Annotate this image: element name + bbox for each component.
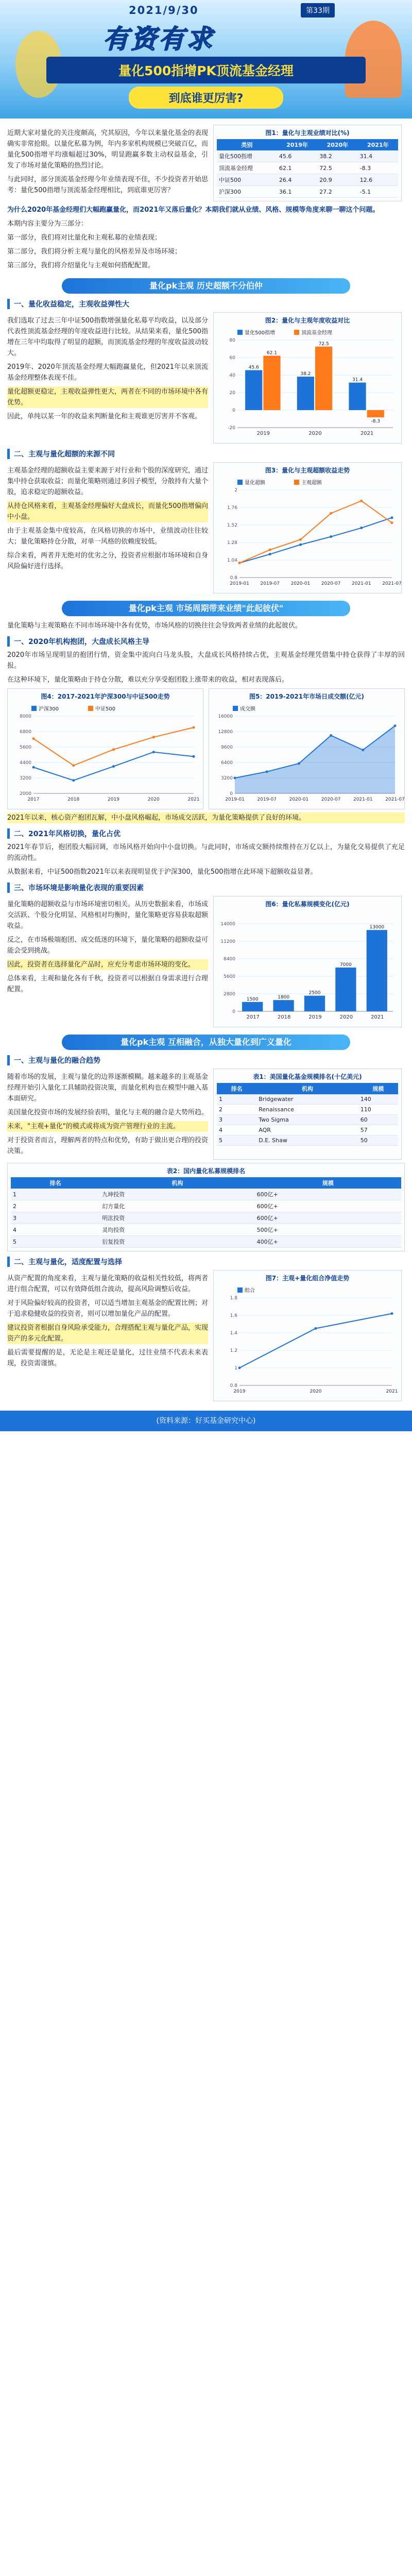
bar — [335, 968, 356, 1011]
body-paragraph: 最后需要提醒的是，无论是主观还是量化，过往业绩不代表未来表现，投资需谨慎。 — [7, 1349, 208, 1367]
data-point — [391, 1312, 393, 1315]
header-banner — [0, 0, 412, 118]
table-row — [217, 1094, 398, 1105]
bar-chart — [217, 327, 398, 440]
table-cell: 57 — [358, 1125, 398, 1136]
body-paragraph: 在这种环境下，量化策略由于持仓分散，难以充分享受抱团股上涨带来的收益，相对表现落后。 — [7, 676, 289, 684]
line-chart — [217, 1284, 398, 1398]
data-point — [391, 516, 393, 519]
y-tick-label: 1.04 — [227, 558, 237, 563]
table-cell: 26.4 — [277, 174, 317, 186]
body-paragraph: 量化策略与主观策略在不同市场环境中各有优势，市场风格的切换往往会导致两者业绩的此起彼伏。 — [7, 622, 302, 630]
table-cell: 140 — [358, 1094, 398, 1105]
line-chart — [217, 477, 402, 590]
article-title: 量化500指增PK顶流基金经理 — [46, 57, 366, 83]
y-tick-label: 6400 — [221, 760, 233, 766]
x-tick-label: 2021-01 — [351, 581, 371, 586]
y-tick-label: 2800 — [224, 992, 235, 997]
chart-title: 图7：主观+量化组合净值走势 — [265, 1275, 350, 1282]
legend-label: 中证500 — [95, 706, 116, 712]
data-point — [32, 766, 35, 769]
table-cell: 4 — [217, 1125, 256, 1136]
y-tick-label: 0.8 — [230, 575, 237, 581]
legend-swatch — [237, 480, 243, 485]
table-cell: 明汯投资 — [100, 1212, 254, 1224]
data-label: 1800 — [278, 995, 290, 1001]
bar — [367, 930, 387, 1011]
highlight-paragraph: 量化超额更稳定，主观收益弹性更大，两者在不同的市场环境中各有优势。 — [7, 386, 208, 408]
data-point — [112, 765, 115, 768]
highlight-paragraph: 未来，"主观+量化"的模式或将成为资产管理行业的主流。 — [7, 1121, 208, 1132]
legend-swatch — [233, 706, 238, 711]
chart-title: 图6：量化私募规模变化(亿元) — [265, 901, 350, 908]
bar — [297, 377, 314, 410]
section-title: 量化pk主观 互相融合，从独大量化到广义量化 — [62, 1035, 350, 1050]
article-subtitle: 到底谁更厉害? — [129, 87, 283, 109]
y-tick-label: 12800 — [218, 730, 233, 735]
table-cell: 5 — [11, 1236, 100, 1248]
data-point — [32, 737, 35, 740]
chart-title: 图3：量化与主观超额收益走势 — [265, 467, 350, 474]
data-point — [330, 535, 332, 538]
data-point — [298, 762, 300, 765]
toc-item: 第二部分，我们将分析主观与量化的风格差异及市场环境； — [7, 248, 182, 256]
intro-paragraph: 近期大家对量化的关注度颇高，究其原因，今年以来量化基金的表现确实非常抢眼。以量化私募为例，年内多家机构规模已突破百亿，而量化500指增平均涨幅超过30%，明显跑赢多数主动权益基金，引发了市场对量化策略的热烈讨论。 — [7, 129, 209, 170]
y-tick-label: 1.28 — [227, 540, 237, 546]
figure-chart4 — [209, 688, 405, 809]
y-tick-label: 3200 — [221, 776, 233, 781]
legend-label: 成交额 — [240, 706, 255, 712]
x-tick-label: 2017 — [246, 1014, 260, 1020]
data-point — [152, 736, 155, 738]
x-tick-label: 2017 — [27, 797, 40, 802]
legend-label: 顶流基金经理 — [301, 330, 332, 336]
legend-swatch — [237, 330, 243, 335]
us-quant-table — [217, 1083, 398, 1146]
table-cell: -8.3 — [358, 162, 398, 174]
article-body — [0, 125, 412, 1401]
figure-chart3 — [7, 688, 203, 809]
x-tick-label: 2020 — [310, 1389, 322, 1394]
body-paragraph: 对于投资者而言，理解两者的特点和优势，有助于做出更合理的投资决策。 — [7, 1137, 209, 1155]
data-point — [152, 751, 155, 753]
body-paragraph: 2020年市场呈现明显的抱团行情，资金集中流向白马龙头股，大盘成长风格持续占优，主观基金经理凭借集中持仓获得了丰厚的回报。 — [7, 651, 405, 670]
table-cell: 九坤投资 — [100, 1189, 254, 1200]
series-line — [239, 501, 392, 563]
table-cell: 中证500 — [217, 174, 277, 186]
x-tick-label: 2020 — [308, 431, 322, 436]
bar — [349, 383, 366, 410]
y-tick-label: 16000 — [218, 714, 233, 719]
toc-intro: 本期内容主要分为三部分： — [7, 220, 88, 228]
column-header: 2019年 — [277, 139, 317, 150]
x-tick-label: 2021 — [187, 797, 200, 802]
data-point — [266, 770, 268, 773]
bar-chart — [217, 910, 398, 1024]
table-row — [11, 1236, 401, 1248]
sub-heading: 一、主观与量化的融合趋势 — [7, 1055, 405, 1065]
data-point — [112, 748, 115, 751]
bar — [304, 996, 325, 1011]
table-cell: 600亿+ — [255, 1212, 401, 1224]
table-cell: 3 — [217, 1115, 256, 1125]
y-tick-label: 8000 — [20, 714, 31, 719]
column-header: 排名 — [11, 1177, 100, 1189]
table-row — [217, 1115, 398, 1125]
legend-swatch — [237, 1287, 243, 1293]
table-cell: 3 — [11, 1212, 100, 1224]
body-paragraph: 美国量化投资市场的发展经验表明，量化与主观的融合是大势所趋。 — [7, 1109, 209, 1116]
x-tick-label: 2021-07 — [385, 797, 405, 802]
table-cell: 600亿+ — [255, 1200, 401, 1212]
chart-title: 图4：2017-2021年沪深300与中证500走势 — [41, 693, 170, 700]
body-paragraph: 随着市场的发展，主观与量化的边界逐渐模糊。越来越多的主观基金经理开始引入量化工具辅助投资决策，而量化机构也在模型中融入基本面研究。 — [7, 1073, 209, 1103]
area-fill — [235, 726, 395, 793]
data-point — [330, 512, 332, 515]
data-label: 1500 — [246, 996, 259, 1002]
x-tick-label: 2021-07 — [382, 581, 402, 586]
bar — [245, 370, 262, 410]
body-paragraph: 由于主观基金集中度较高，在风格切换的市场中，业绩波动往往较大；量化策略持仓分散，对单一风格的依赖度较低。 — [7, 527, 208, 546]
issue-number: 第33期 — [301, 3, 335, 18]
data-point — [72, 764, 75, 767]
x-tick-label: 2019-01 — [225, 797, 245, 802]
legend-swatch — [88, 706, 93, 711]
section-title: 量化pk主观 市场周期带来业绩"此起彼伏" — [62, 601, 350, 616]
figure-chart5 — [213, 896, 402, 1027]
legend-label: 沪深300 — [39, 706, 59, 712]
figure-table3 — [7, 1163, 405, 1251]
x-tick-label: 2019-01 — [230, 581, 249, 586]
column-header: 2021年 — [358, 139, 398, 150]
legend-swatch — [31, 706, 37, 711]
issue-date: 2021/9/30 — [129, 4, 199, 16]
column-header: 规模 — [255, 1177, 401, 1189]
x-tick-label: 2019-07 — [257, 797, 277, 802]
table-cell: 2 — [11, 1200, 100, 1212]
area-chart — [212, 703, 405, 806]
x-tick-label: 2020-07 — [321, 797, 341, 802]
figure-table1 — [213, 125, 402, 201]
data-point — [315, 1327, 317, 1330]
y-tick-label: 0 — [232, 1009, 235, 1014]
legend-swatch — [294, 480, 299, 485]
table-row — [11, 1189, 401, 1200]
sub-heading: 二、主观与量化超额的来源不同 — [7, 449, 405, 459]
table-header-row — [217, 1083, 398, 1094]
highlight-paragraph: 建议投资者根据自身风险承受能力，合理搭配主观与量化产品，实现资产的多元化配置。 — [7, 1323, 208, 1344]
figure-title: 表2：国内量化私募规模排名 — [166, 1167, 246, 1175]
body-paragraph: 量化策略的超额收益与市场环境密切相关。从历史数据来看，市场成交活跃、个股分化明显、风格相对均衡时，量化策略更容易获取超额收益。 — [7, 901, 209, 930]
table-cell: 1 — [11, 1189, 100, 1200]
y-tick-label: 3200 — [20, 776, 31, 781]
cn-quant-table — [11, 1177, 401, 1248]
x-tick-label: 2021 — [371, 1014, 384, 1020]
y-tick-label: -20 — [228, 426, 235, 431]
table-cell: 600亿+ — [255, 1189, 401, 1200]
column-header: 排名 — [217, 1083, 256, 1094]
table-cell: 5 — [217, 1136, 256, 1146]
table-cell: 幻方量化 — [100, 1200, 254, 1212]
data-point — [362, 749, 364, 751]
legend-label: 量化500指增 — [245, 330, 276, 336]
table-cell: 沪深300 — [217, 186, 277, 198]
body-paragraph: 从数据来看，中证500指数2021年以来表现明显优于沪深300，量化500指增在此环境下超额收益显著。 — [7, 868, 317, 876]
data-point — [360, 527, 363, 529]
data-label: 62.1 — [266, 350, 277, 356]
table-cell: 400亿+ — [255, 1236, 401, 1248]
y-tick-label: 0 — [230, 791, 233, 796]
column-header: 机构 — [100, 1177, 254, 1189]
x-tick-label: 2020-07 — [321, 581, 341, 586]
y-tick-label: 1 — [234, 1366, 237, 1371]
figure-title: 图1：量化与主观业绩对比(%) — [265, 129, 350, 137]
body-paragraph: 2021年春节后，抱团股大幅回调，市场风格开始向中小盘切换。与此同时，市场成交额持续维持在万亿以上，为量化交易提供了充足的流动性。 — [7, 843, 405, 862]
table-row — [11, 1212, 401, 1224]
data-label: 7000 — [339, 962, 352, 968]
x-tick-label: 2019 — [308, 1014, 322, 1020]
table-cell: 50 — [358, 1136, 398, 1146]
column-header: 类别 — [217, 139, 277, 150]
data-label: 13000 — [369, 925, 385, 930]
highlight-paragraph: 因此，投资者在选择量化产品时，应充分考虑市场环境的变化。 — [7, 959, 208, 970]
table-cell: 量化500指增 — [217, 150, 277, 162]
y-tick-label: 9600 — [221, 745, 233, 750]
y-tick-label: 2 — [234, 488, 237, 493]
y-tick-label: 5600 — [20, 745, 31, 750]
x-tick-label: 2020-01 — [290, 581, 311, 586]
series-line — [239, 518, 392, 563]
y-tick-label: 5600 — [224, 974, 235, 979]
body-paragraph: 主观基金经理的超额收益主要来源于对行业和个股的深度研究，通过集中持仓获取收益；而量化策略则通过多因子模型，分散持有大量个股，追求稳定的超额收益。 — [7, 467, 209, 496]
data-point — [238, 1367, 241, 1369]
legend-swatch — [294, 330, 299, 335]
y-tick-label: 1.8 — [230, 1296, 237, 1301]
table-cell: 4 — [11, 1224, 100, 1236]
table-cell: Two Sigma — [256, 1115, 358, 1125]
chart-title: 图2：量化与主观年度收益对比 — [265, 317, 350, 324]
body-paragraph: 2019年、2020年顶流基金经理大幅跑赢量化，但2021年以来顶流基金经理整体表现不佳。 — [7, 363, 208, 382]
table-cell: 72.5 — [317, 162, 357, 174]
x-tick-label: 2019 — [256, 431, 270, 436]
legend-label: 量化超额 — [245, 480, 265, 486]
data-point — [269, 549, 271, 551]
y-tick-label: 14000 — [220, 922, 235, 927]
table-cell: 顶流基金经理 — [217, 162, 277, 174]
data-point — [72, 779, 75, 782]
data-point — [394, 724, 397, 727]
bar — [263, 355, 280, 410]
table-cell: AQR — [256, 1125, 358, 1136]
table-cell: 60 — [358, 1115, 398, 1125]
body-paragraph: 总体来看，主观和量化各有千秋，投资者可以根据自身需求进行合理配置。 — [7, 975, 209, 993]
table-cell: 20.9 — [317, 174, 357, 186]
data-point — [234, 777, 236, 779]
data-point — [269, 553, 271, 555]
table-row — [217, 150, 398, 162]
chart-title: 图5：2019-2021年市场日成交额(亿元) — [249, 693, 365, 700]
body-paragraph: 综合来看，两者并无绝对的优劣之分，投资者应根据市场环境和自身风险偏好进行选择。 — [7, 552, 209, 570]
x-tick-label: 2018 — [277, 1014, 291, 1020]
data-label: 45.6 — [248, 365, 259, 370]
table-row — [217, 1136, 398, 1146]
intro-paragraph: 与此同时，部分顶流基金经理今年业绩表现不佳，不少投资者开始思考：量化500指增与顶流基金经理相比，到底谁更厉害？ — [7, 176, 209, 194]
performance-table — [217, 139, 398, 198]
x-tick-label: 2019 — [108, 797, 119, 802]
y-tick-label: 1.52 — [227, 523, 237, 528]
series-line — [33, 727, 194, 766]
table-row — [11, 1224, 401, 1236]
toc-item: 第一部分，我们将对比量化和主观私募的业绩表现； — [7, 234, 162, 242]
data-label: 38.2 — [300, 371, 311, 377]
data-label: -8.3 — [371, 419, 381, 425]
sub-heading: 二、2021年风格切换，量化占优 — [7, 828, 405, 839]
y-tick-label: 4400 — [20, 760, 31, 766]
data-point — [360, 500, 363, 502]
x-tick-label: 2019-07 — [260, 581, 280, 586]
y-tick-label: 1.2 — [230, 1348, 237, 1353]
body-paragraph: 对于风险偏好较高的投资者，可以适当增加主观基金的配置比例；对于追求稳健收益的投资者，则可以增加量化产品的配置。 — [7, 1299, 209, 1318]
body-paragraph: 我们选取了过去三年中证500指数增强量化私募平均收益，以及部分代表性顶流基金经理的年度收益进行比较。从结果来看，量化500指增在三年中均取得了明显的超额，而顶流基金经理的年度收益波动较大。 — [7, 317, 209, 357]
data-point — [330, 734, 332, 737]
table-cell: 27.2 — [317, 186, 357, 198]
table-header-row — [11, 1177, 401, 1189]
y-tick-label: 8400 — [224, 957, 235, 962]
footer-source: (资料来源：好买基金研究中心) — [0, 1411, 412, 1431]
sub-heading: 三、市场环境是影响量化表现的重要因素 — [7, 883, 405, 893]
table-row — [217, 162, 398, 174]
table-row — [217, 174, 398, 186]
table-cell: 36.1 — [277, 186, 317, 198]
table-row — [217, 1105, 398, 1115]
sub-heading: 二、主观与量化，适度配置与选择 — [7, 1257, 405, 1267]
body-paragraph: 因此，单纯以某一年的收益来判断量化和主观谁更厉害并不客观。 — [7, 413, 202, 420]
x-tick-label: 2021 — [360, 431, 374, 436]
y-tick-label: 6800 — [20, 730, 31, 735]
legend-label: 主观超额 — [301, 480, 322, 486]
y-tick-label: 1.76 — [227, 505, 237, 511]
highlight-paragraph: 2021年以来，核心资产抱团瓦解，中小盘风格崛起，市场成交活跃，为量化策略提供了良好的环境。 — [7, 812, 405, 823]
data-label: 2500 — [308, 990, 321, 996]
table-cell: 12.6 — [358, 174, 398, 186]
column-header: 规模 — [358, 1083, 398, 1094]
bar — [367, 410, 384, 417]
table-row — [217, 1125, 398, 1136]
table-cell: 2 — [217, 1105, 256, 1115]
series-line — [239, 1314, 392, 1368]
figure-title: 表1：美国量化基金规模排名(十亿美元) — [253, 1073, 362, 1080]
x-tick-label: 2021 — [386, 1389, 398, 1394]
table-header-row — [217, 139, 398, 150]
table-cell: 31.4 — [358, 150, 398, 162]
table-cell: 110 — [358, 1105, 398, 1115]
table-cell: 62.1 — [277, 162, 317, 174]
x-tick-label: 2018 — [67, 797, 80, 802]
bar — [242, 1002, 263, 1011]
x-tick-label: 2020-01 — [289, 797, 309, 802]
y-tick-label: 80 — [229, 338, 235, 343]
data-point — [391, 521, 393, 524]
table-cell: -5.1 — [358, 186, 398, 198]
data-point — [299, 544, 302, 546]
body-paragraph: 从资产配置的角度来看，主观与量化策略的收益相关性较低，将两者进行组合配置，可以有效降低组合波动，提高风险调整后收益。 — [7, 1275, 209, 1293]
figure-chart2 — [213, 462, 402, 594]
table-cell: 1 — [217, 1094, 256, 1105]
table-cell: D.E. Shaw — [256, 1136, 358, 1146]
table-cell: 衍复投资 — [100, 1236, 254, 1248]
y-tick-label: 2000 — [20, 791, 31, 796]
y-tick-label: 40 — [229, 373, 235, 378]
highlight-paragraph: 从持仓风格来看，主观基金经理偏好大盘成长，而量化500指增偏向中小盘。 — [7, 501, 208, 522]
y-tick-label: 1.6 — [230, 1313, 237, 1318]
table-cell: 38.2 — [317, 150, 357, 162]
data-point — [238, 562, 241, 564]
bar — [315, 347, 332, 410]
table-cell: 45.6 — [277, 150, 317, 162]
figure-table2 — [213, 1069, 402, 1160]
table-cell: Renaissance — [256, 1105, 358, 1115]
data-label: 31.4 — [352, 377, 363, 383]
y-tick-label: 1.4 — [230, 1331, 237, 1336]
body-paragraph: 反之，在市场极端抱团、成交低迷的环境下，量化策略的超额收益可能会受到挑战。 — [7, 936, 209, 955]
table-row — [217, 186, 398, 198]
column-header: 2020年 — [317, 139, 357, 150]
data-label: 72.5 — [318, 341, 329, 347]
y-tick-label: 0 — [232, 408, 235, 413]
section-title: 量化pk主观 历史超额不分伯仲 — [62, 278, 350, 294]
table-cell: 500亿+ — [255, 1224, 401, 1236]
x-tick-label: 2020 — [147, 797, 160, 802]
toc-item: 第三部分，我们将介绍量化与主观如何搭配配置。 — [7, 262, 155, 269]
intro-paragraph: 为什么2020年基金经理们大幅跑赢量化，而2021年又落后量化？本期我们就从业绩、风格、规模等角度来聊一聊这个问题。 — [7, 206, 380, 214]
y-tick-label: 11200 — [220, 939, 235, 944]
table-cell: 灵均投资 — [100, 1224, 254, 1236]
y-tick-label: 0.8 — [230, 1383, 237, 1388]
y-tick-label: 60 — [229, 355, 235, 361]
bar — [273, 1000, 294, 1011]
data-point — [193, 726, 195, 728]
legend-label: 组合 — [245, 1288, 255, 1294]
sub-heading: 一、2020年机构抱团，大盘成长风格主导 — [7, 636, 405, 647]
column-header: 机构 — [256, 1083, 358, 1094]
brand-title: 有资有求 — [103, 24, 214, 54]
line-chart — [11, 703, 200, 806]
x-tick-label: 2020 — [339, 1014, 353, 1020]
figure-chart1 — [213, 312, 402, 444]
x-tick-label: 2021-01 — [353, 797, 373, 802]
table-row — [11, 1200, 401, 1212]
table-cell: Bridgewater — [256, 1094, 358, 1105]
data-point — [193, 755, 195, 758]
x-tick-label: 2019 — [233, 1389, 246, 1394]
figure-chart6 — [213, 1270, 402, 1401]
y-tick-label: 20 — [229, 391, 235, 396]
sub-heading: 一、量化收益稳定，主观收益弹性大 — [7, 299, 405, 309]
data-point — [299, 538, 302, 541]
